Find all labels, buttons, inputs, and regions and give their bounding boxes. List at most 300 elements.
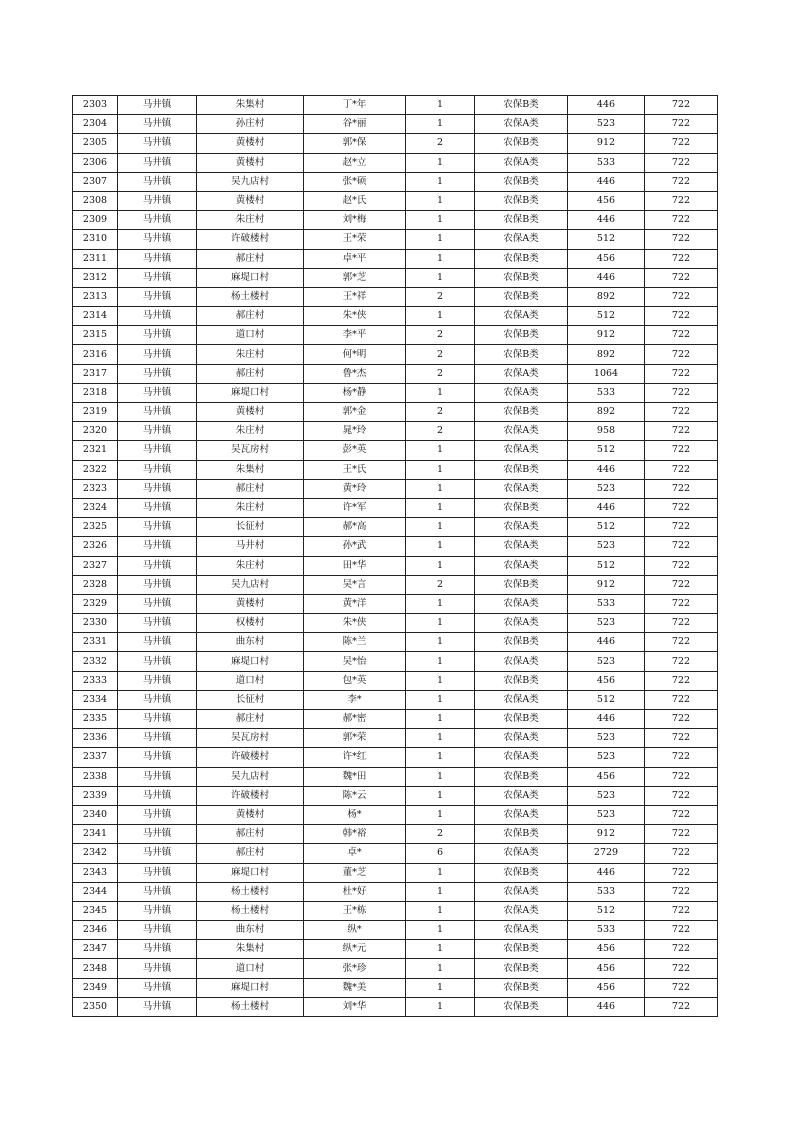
village-cell: 郝庄村 [197, 364, 304, 383]
town-cell: 马井镇 [118, 326, 197, 345]
household-count-cell: 1 [406, 268, 475, 287]
name-cell: 赵*立 [304, 153, 406, 172]
category-cell: 农保B类 [475, 997, 568, 1016]
town-cell: 马井镇 [118, 825, 197, 844]
village-cell: 麻堤口村 [197, 863, 304, 882]
category-cell: 农保A类 [475, 921, 568, 940]
town-cell: 马井镇 [118, 652, 197, 671]
amount-cell: 533 [568, 882, 645, 901]
table-row [73, 518, 718, 537]
amount-cell: 446 [568, 710, 645, 729]
household-count-cell: 1 [406, 153, 475, 172]
name-cell: 董*芝 [304, 863, 406, 882]
town-cell: 马井镇 [118, 172, 197, 191]
amount-cell: 456 [568, 249, 645, 268]
category-cell: 农保B类 [475, 249, 568, 268]
village-cell: 道口村 [197, 326, 304, 345]
standard-cell: 722 [645, 825, 718, 844]
name-cell: 朱*侠 [304, 614, 406, 633]
category-cell: 农保A类 [475, 422, 568, 441]
town-cell: 马井镇 [118, 844, 197, 863]
amount-cell: 512 [568, 307, 645, 326]
amount-cell: 512 [568, 518, 645, 537]
standard-cell: 722 [645, 901, 718, 920]
standard-cell: 722 [645, 191, 718, 210]
name-cell: 吴*怡 [304, 652, 406, 671]
town-cell: 马井镇 [118, 690, 197, 709]
row-number: 2340 [73, 805, 118, 824]
name-cell: 刘*华 [304, 997, 406, 1016]
amount-cell: 446 [568, 96, 645, 115]
table-row [73, 940, 718, 959]
standard-cell: 722 [645, 767, 718, 786]
household-count-cell: 1 [406, 959, 475, 978]
household-count-cell: 2 [406, 364, 475, 383]
table-row [73, 863, 718, 882]
household-count-cell: 2 [406, 422, 475, 441]
household-count-cell: 2 [406, 575, 475, 594]
amount-cell: 892 [568, 403, 645, 422]
household-count-cell: 1 [406, 767, 475, 786]
town-cell: 马井镇 [118, 614, 197, 633]
amount-cell: 523 [568, 805, 645, 824]
town-cell: 马井镇 [118, 863, 197, 882]
category-cell: 农保B类 [475, 211, 568, 230]
amount-cell: 912 [568, 825, 645, 844]
category-cell: 农保B类 [475, 863, 568, 882]
standard-cell: 722 [645, 345, 718, 364]
amount-cell: 446 [568, 997, 645, 1016]
household-count-cell: 2 [406, 326, 475, 345]
row-number: 2324 [73, 498, 118, 517]
village-cell: 朱庄村 [197, 211, 304, 230]
name-cell: 郝*密 [304, 710, 406, 729]
town-cell: 马井镇 [118, 153, 197, 172]
row-number: 2328 [73, 575, 118, 594]
household-count-cell: 1 [406, 556, 475, 575]
name-cell: 张*珍 [304, 959, 406, 978]
household-count-cell: 2 [406, 345, 475, 364]
town-cell: 马井镇 [118, 422, 197, 441]
category-cell: 农保A类 [475, 537, 568, 556]
table-row [73, 805, 718, 824]
category-cell: 农保B类 [475, 191, 568, 210]
category-cell: 农保A类 [475, 652, 568, 671]
standard-cell: 722 [645, 614, 718, 633]
row-number: 2346 [73, 921, 118, 940]
amount-cell: 512 [568, 556, 645, 575]
standard-cell: 722 [645, 422, 718, 441]
name-cell: 王*栋 [304, 901, 406, 920]
household-count-cell: 1 [406, 901, 475, 920]
table-row [73, 268, 718, 287]
row-number: 2333 [73, 671, 118, 690]
standard-cell: 722 [645, 959, 718, 978]
name-cell: 陈*云 [304, 786, 406, 805]
amount-cell: 533 [568, 594, 645, 613]
amount-cell: 892 [568, 287, 645, 306]
amount-cell: 446 [568, 172, 645, 191]
household-count-cell: 2 [406, 287, 475, 306]
table-row [73, 479, 718, 498]
category-cell: 农保A类 [475, 441, 568, 460]
village-cell: 麻堤口村 [197, 978, 304, 997]
household-count-cell: 1 [406, 940, 475, 959]
category-cell: 农保B类 [475, 498, 568, 517]
category-cell: 农保A类 [475, 690, 568, 709]
town-cell: 马井镇 [118, 921, 197, 940]
name-cell: 彭*英 [304, 441, 406, 460]
town-cell: 马井镇 [118, 940, 197, 959]
household-count-cell: 1 [406, 652, 475, 671]
name-cell: 卓* [304, 844, 406, 863]
category-cell: 农保A类 [475, 786, 568, 805]
household-count-cell: 1 [406, 383, 475, 402]
town-cell: 马井镇 [118, 882, 197, 901]
category-cell: 农保B类 [475, 172, 568, 191]
standard-cell: 722 [645, 403, 718, 422]
amount-cell: 912 [568, 326, 645, 345]
name-cell: 郭*荣 [304, 729, 406, 748]
household-count-cell: 1 [406, 633, 475, 652]
category-cell: 农保A类 [475, 882, 568, 901]
standard-cell: 722 [645, 882, 718, 901]
household-count-cell: 1 [406, 863, 475, 882]
standard-cell: 722 [645, 652, 718, 671]
table-row [73, 614, 718, 633]
category-cell: 农保A类 [475, 479, 568, 498]
category-cell: 农保B类 [475, 460, 568, 479]
table-row [73, 690, 718, 709]
row-number: 2310 [73, 230, 118, 249]
village-cell: 黄楼村 [197, 403, 304, 422]
amount-cell: 523 [568, 115, 645, 134]
table-row [73, 211, 718, 230]
standard-cell: 722 [645, 383, 718, 402]
name-cell: 田*华 [304, 556, 406, 575]
household-count-cell: 2 [406, 134, 475, 153]
table-row [73, 748, 718, 767]
amount-cell: 523 [568, 748, 645, 767]
table-row [73, 901, 718, 920]
category-cell: 农保B类 [475, 287, 568, 306]
row-number: 2347 [73, 940, 118, 959]
amount-cell: 512 [568, 230, 645, 249]
standard-cell: 722 [645, 921, 718, 940]
table-row [73, 633, 718, 652]
standard-cell: 722 [645, 211, 718, 230]
amount-cell: 512 [568, 690, 645, 709]
name-cell: 陈*兰 [304, 633, 406, 652]
household-count-cell: 1 [406, 748, 475, 767]
table-row [73, 882, 718, 901]
town-cell: 马井镇 [118, 115, 197, 134]
town-cell: 马井镇 [118, 959, 197, 978]
town-cell: 马井镇 [118, 230, 197, 249]
name-cell: 鲁*杰 [304, 364, 406, 383]
village-cell: 黄楼村 [197, 153, 304, 172]
name-cell: 黄*洋 [304, 594, 406, 613]
village-cell: 吴九店村 [197, 767, 304, 786]
town-cell: 马井镇 [118, 441, 197, 460]
row-number: 2325 [73, 518, 118, 537]
standard-cell: 722 [645, 268, 718, 287]
row-number: 2337 [73, 748, 118, 767]
table-row [73, 997, 718, 1016]
household-count-cell: 1 [406, 230, 475, 249]
town-cell: 马井镇 [118, 403, 197, 422]
row-number: 2341 [73, 825, 118, 844]
standard-cell: 722 [645, 729, 718, 748]
standard-cell: 722 [645, 863, 718, 882]
name-cell: 朱*侠 [304, 307, 406, 326]
household-count-cell: 1 [406, 710, 475, 729]
village-cell: 朱庄村 [197, 556, 304, 575]
standard-cell: 722 [645, 997, 718, 1016]
table-row [73, 710, 718, 729]
standard-cell: 722 [645, 710, 718, 729]
standard-cell: 722 [645, 556, 718, 575]
name-cell: 纵*元 [304, 940, 406, 959]
row-number: 2323 [73, 479, 118, 498]
village-cell: 黄楼村 [197, 134, 304, 153]
row-number: 2342 [73, 844, 118, 863]
row-number: 2334 [73, 690, 118, 709]
town-cell: 马井镇 [118, 383, 197, 402]
village-cell: 道口村 [197, 959, 304, 978]
table-row [73, 844, 718, 863]
roster-table [72, 95, 718, 1017]
standard-cell: 722 [645, 633, 718, 652]
row-number: 2320 [73, 422, 118, 441]
table-row [73, 153, 718, 172]
household-count-cell: 1 [406, 921, 475, 940]
row-number: 2317 [73, 364, 118, 383]
town-cell: 马井镇 [118, 460, 197, 479]
amount-cell: 533 [568, 153, 645, 172]
town-cell: 马井镇 [118, 518, 197, 537]
row-number: 2335 [73, 710, 118, 729]
row-number: 2311 [73, 249, 118, 268]
name-cell: 卓*平 [304, 249, 406, 268]
town-cell: 马井镇 [118, 633, 197, 652]
amount-cell: 456 [568, 671, 645, 690]
standard-cell: 722 [645, 307, 718, 326]
village-cell: 许破楼村 [197, 230, 304, 249]
standard-cell: 722 [645, 978, 718, 997]
household-count-cell: 1 [406, 997, 475, 1016]
town-cell: 马井镇 [118, 901, 197, 920]
town-cell: 马井镇 [118, 96, 197, 115]
village-cell: 长征村 [197, 690, 304, 709]
name-cell: 晁*玲 [304, 422, 406, 441]
row-number: 2313 [73, 287, 118, 306]
household-count-cell: 1 [406, 249, 475, 268]
standard-cell: 722 [645, 575, 718, 594]
town-cell: 马井镇 [118, 710, 197, 729]
table-row [73, 326, 718, 345]
row-number: 2314 [73, 307, 118, 326]
table-row [73, 134, 718, 153]
name-cell: 纵* [304, 921, 406, 940]
town-cell: 马井镇 [118, 575, 197, 594]
row-number: 2309 [73, 211, 118, 230]
amount-cell: 912 [568, 134, 645, 153]
row-number: 2327 [73, 556, 118, 575]
standard-cell: 722 [645, 805, 718, 824]
household-count-cell: 2 [406, 825, 475, 844]
category-cell: 农保B类 [475, 671, 568, 690]
category-cell: 农保A类 [475, 230, 568, 249]
row-number: 2350 [73, 997, 118, 1016]
category-cell: 农保B类 [475, 978, 568, 997]
table-row [73, 498, 718, 517]
household-count-cell: 1 [406, 479, 475, 498]
household-count-cell: 1 [406, 115, 475, 134]
amount-cell: 512 [568, 441, 645, 460]
table-row [73, 403, 718, 422]
standard-cell: 722 [645, 96, 718, 115]
village-cell: 麻堤口村 [197, 268, 304, 287]
table-row [73, 671, 718, 690]
standard-cell: 722 [645, 115, 718, 134]
household-count-cell: 1 [406, 518, 475, 537]
town-cell: 马井镇 [118, 786, 197, 805]
household-count-cell: 1 [406, 882, 475, 901]
standard-cell: 722 [645, 940, 718, 959]
standard-cell: 722 [645, 594, 718, 613]
name-cell: 郭*金 [304, 403, 406, 422]
village-cell: 郝庄村 [197, 479, 304, 498]
table-row [73, 729, 718, 748]
row-number: 2303 [73, 96, 118, 115]
village-cell: 长征村 [197, 518, 304, 537]
category-cell: 农保B类 [475, 403, 568, 422]
village-cell: 杨土楼村 [197, 882, 304, 901]
category-cell: 农保A类 [475, 594, 568, 613]
village-cell: 杨土楼村 [197, 287, 304, 306]
standard-cell: 722 [645, 172, 718, 191]
village-cell: 黄楼村 [197, 191, 304, 210]
row-number: 2330 [73, 614, 118, 633]
standard-cell: 722 [645, 479, 718, 498]
table-row [73, 249, 718, 268]
household-count-cell: 1 [406, 211, 475, 230]
amount-cell: 1064 [568, 364, 645, 383]
household-count-cell: 1 [406, 96, 475, 115]
town-cell: 马井镇 [118, 287, 197, 306]
table-row [73, 959, 718, 978]
village-cell: 杨土楼村 [197, 997, 304, 1016]
amount-cell: 456 [568, 978, 645, 997]
category-cell: 农保A类 [475, 115, 568, 134]
name-cell: 丁*年 [304, 96, 406, 115]
table-row [73, 460, 718, 479]
town-cell: 马井镇 [118, 211, 197, 230]
town-cell: 马井镇 [118, 671, 197, 690]
name-cell: 王*氏 [304, 460, 406, 479]
village-cell: 马井村 [197, 537, 304, 556]
town-cell: 马井镇 [118, 537, 197, 556]
category-cell: 农保A类 [475, 383, 568, 402]
standard-cell: 722 [645, 844, 718, 863]
name-cell: 杨*静 [304, 383, 406, 402]
village-cell: 孙庄村 [197, 115, 304, 134]
village-cell: 麻堤口村 [197, 652, 304, 671]
amount-cell: 456 [568, 940, 645, 959]
village-cell: 吴九店村 [197, 172, 304, 191]
category-cell: 农保A类 [475, 364, 568, 383]
row-number: 2305 [73, 134, 118, 153]
name-cell: 黄*玲 [304, 479, 406, 498]
amount-cell: 892 [568, 345, 645, 364]
household-count-cell: 1 [406, 172, 475, 191]
amount-cell: 2729 [568, 844, 645, 863]
town-cell: 马井镇 [118, 134, 197, 153]
amount-cell: 912 [568, 575, 645, 594]
town-cell: 马井镇 [118, 307, 197, 326]
row-number: 2316 [73, 345, 118, 364]
category-cell: 农保A类 [475, 805, 568, 824]
name-cell: 包*英 [304, 671, 406, 690]
table-row [73, 96, 718, 115]
town-cell: 马井镇 [118, 748, 197, 767]
row-number: 2319 [73, 403, 118, 422]
name-cell: 王*荣 [304, 230, 406, 249]
village-cell: 郝庄村 [197, 710, 304, 729]
village-cell: 郝庄村 [197, 844, 304, 863]
village-cell: 朱庄村 [197, 345, 304, 364]
household-count-cell: 1 [406, 191, 475, 210]
category-cell: 农保B类 [475, 940, 568, 959]
table-row [73, 115, 718, 134]
standard-cell: 722 [645, 153, 718, 172]
name-cell: 许*红 [304, 748, 406, 767]
village-cell: 权楼村 [197, 614, 304, 633]
town-cell: 马井镇 [118, 364, 197, 383]
village-cell: 朱集村 [197, 460, 304, 479]
amount-cell: 523 [568, 537, 645, 556]
category-cell: 农保A类 [475, 518, 568, 537]
name-cell: 魏*美 [304, 978, 406, 997]
category-cell: 农保A类 [475, 307, 568, 326]
table-row [73, 786, 718, 805]
standard-cell: 722 [645, 441, 718, 460]
standard-cell: 722 [645, 364, 718, 383]
household-count-cell: 1 [406, 441, 475, 460]
household-count-cell: 1 [406, 614, 475, 633]
household-count-cell: 1 [406, 690, 475, 709]
table-row [73, 825, 718, 844]
village-cell: 道口村 [197, 671, 304, 690]
town-cell: 马井镇 [118, 345, 197, 364]
village-cell: 朱集村 [197, 96, 304, 115]
household-count-cell: 1 [406, 594, 475, 613]
name-cell: 郭*保 [304, 134, 406, 153]
amount-cell: 446 [568, 863, 645, 882]
village-cell: 朱集村 [197, 940, 304, 959]
amount-cell: 958 [568, 422, 645, 441]
village-cell: 郝庄村 [197, 249, 304, 268]
name-cell: 魏*田 [304, 767, 406, 786]
household-count-cell: 1 [406, 307, 475, 326]
category-cell: 农保B类 [475, 326, 568, 345]
village-cell: 吴九店村 [197, 575, 304, 594]
household-count-cell: 1 [406, 671, 475, 690]
amount-cell: 523 [568, 786, 645, 805]
standard-cell: 722 [645, 134, 718, 153]
standard-cell: 722 [645, 249, 718, 268]
